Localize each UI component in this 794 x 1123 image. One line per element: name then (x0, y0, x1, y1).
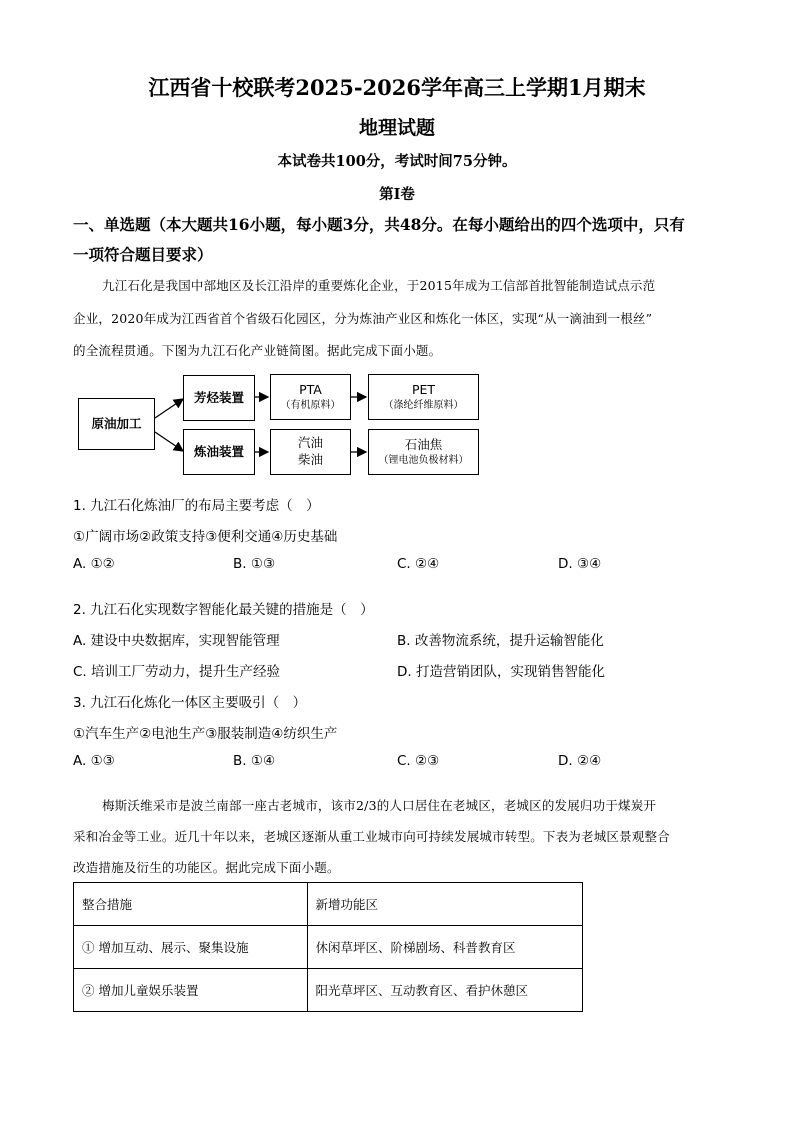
node-fuel-line1: 汽油 (297, 435, 323, 451)
node-coke-sub: （锂电池负极材料） (378, 454, 469, 466)
volume-label: 第I卷 (379, 186, 415, 203)
node-crude-processing (78, 398, 155, 450)
table-header-cell: 新增功能区 (307, 883, 582, 926)
node-refining (183, 429, 255, 475)
node-coke-label: 石油焦 (404, 436, 443, 452)
question-2-option-b[interactable]: B. 改善物流系统，提升运输智能化 (397, 633, 604, 649)
node-fuel (270, 429, 351, 475)
question-3-option-b[interactable]: B. ①④ (233, 753, 276, 769)
passage1-line2: 企业，2020年成为江西省首个省级石化园区，分为炼油产业区和炼化一体区，实现“从一滴油到一根丝” (73, 311, 653, 326)
table-cell: 阳光草坪区、互动教育区、看护休憩区 (307, 969, 582, 1012)
node-coke (368, 429, 479, 475)
node-pta (270, 374, 351, 420)
node-pta-label: PTA (299, 381, 322, 397)
question-1-option-c[interactable]: C. ②④ (397, 556, 440, 572)
question-3-option-d[interactable]: D. ②④ (558, 753, 602, 769)
node-fuel-line2: 柴油 (297, 452, 323, 467)
table-cell: ② 增加儿童娱乐装置 (74, 969, 308, 1012)
exam-info: 本试卷共100分，考试时间75分钟。 (277, 153, 517, 170)
node-pet (368, 374, 479, 420)
section-heading-line1: 一、单选题（本大题共16小题，每小题3分，共48分。在每小题给出的四个选项中，只有 (73, 215, 685, 234)
page-title: 江西省十校联考2025-2026学年高三上学期1月期末 (148, 75, 646, 100)
question-1-option-a[interactable]: A. ①② (73, 556, 115, 572)
question-1-option-d[interactable]: D. ③④ (558, 556, 602, 572)
node-pet-sub: （涤纶纤维原料） (383, 399, 464, 411)
node-aromatics-label: 芳烃装置 (193, 389, 244, 405)
table-row (74, 926, 583, 969)
question-1-stem: 1. 九江石化炼油厂的布局主要考虑（ ） (73, 498, 320, 514)
passage2-line1: 梅斯沃维采市是波兰南部一座古老城市，该市2/3的人口居住在老城区，老城区的发展归功于煤炭开 (102, 798, 657, 813)
node-pta-sub: （有机原料） (280, 399, 341, 411)
passage1-line3: 的全流程贯通。下图为九江石化产业链简图。据此完成下面小题。 (73, 343, 442, 358)
node-crude-label: 原油加工 (91, 415, 142, 431)
measures-table (73, 882, 583, 1012)
arrow-root-to-aromatics (155, 399, 183, 418)
page-subtitle: 地理试题 (358, 117, 435, 139)
table-header-cell: 整合措施 (74, 883, 308, 926)
question-3-stem: 3. 九江石化炼化一体区主要吸引（ ） (73, 695, 307, 711)
question-2-option-c[interactable]: C. 培训工厂劳动力，提升生产经验 (73, 664, 281, 680)
question-3-option-a[interactable]: A. ①③ (73, 753, 115, 769)
question-1-option-b[interactable]: B. ①③ (233, 556, 276, 572)
question-3-items: ①汽车生产②电池生产③服装制造④纺织生产 (73, 726, 338, 742)
passage1-line1: 九江石化是我国中部地区及长江沿岸的重要炼化企业，于2015年成为工信部首批智能制造试点示范 (102, 278, 656, 293)
node-pet-label: PET (411, 381, 436, 397)
passage2-line2: 采和冶金等工业。近几十年以来，老城区逐渐从重工业城市向可持续发展城市转型。下表为老城区景观整合 (73, 829, 670, 844)
node-aromatics (183, 375, 255, 421)
table-row (74, 969, 583, 1012)
section-heading-line2: 一项符合题目要求） (73, 245, 213, 264)
table-cell: 休闲草坪区、阶梯剧场、科普教育区 (307, 926, 582, 969)
passage2-line3: 改造措施及衍生的功能区。据此完成下面小题。 (73, 860, 340, 875)
question-2-stem: 2. 九江石化实现数字智能化最关键的措施是（ ） (73, 602, 374, 618)
question-1-items: ①广阔市场②政策支持③便利交通④历史基础 (73, 529, 338, 545)
table-header-row (74, 883, 583, 926)
arrow-root-to-refining (155, 432, 183, 451)
question-3-option-c[interactable]: C. ②③ (397, 753, 440, 769)
question-2-option-d[interactable]: D. 打造营销团队，实现销售智能化 (397, 664, 605, 680)
node-refining-label: 炼油装置 (193, 443, 244, 459)
table-cell: ① 增加互动、展示、聚集设施 (74, 926, 308, 969)
question-2-option-a[interactable]: A. 建设中央数据库，实现智能管理 (73, 633, 280, 649)
